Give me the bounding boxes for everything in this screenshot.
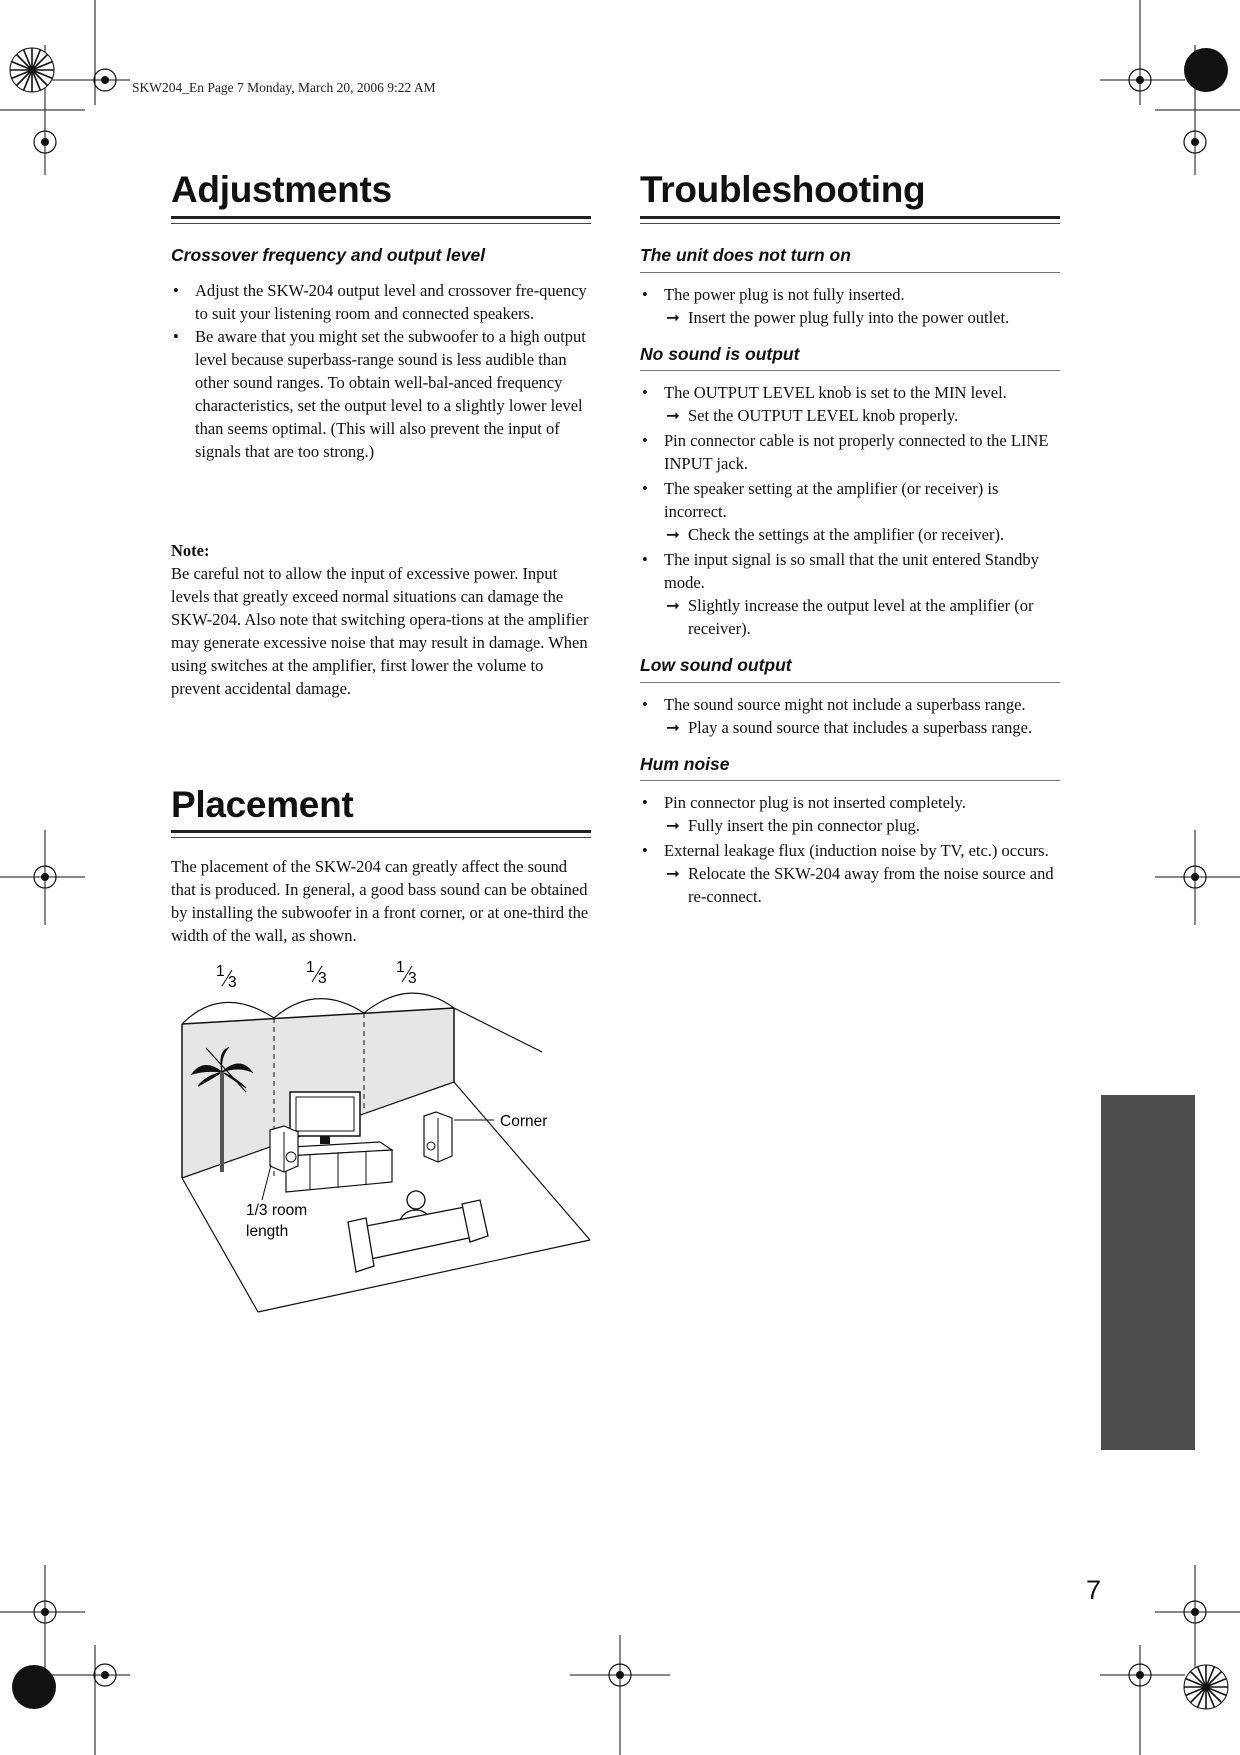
troubleshooting-list — [640, 381, 1060, 640]
troubleshooting-cause — [640, 693, 1060, 739]
adjustments-title-rule — [171, 216, 591, 219]
troubleshooting-subhead: No sound is output — [640, 343, 800, 364]
remedy-text: Play a sound source that includes a superbass range. — [688, 717, 1033, 737]
troubleshooting-remedy — [664, 523, 1060, 546]
svg-text:3: 3 — [228, 974, 237, 991]
arrow-right-icon: ➞ — [666, 717, 680, 737]
cause-text: Pin connector cable is not properly connected to the LINE INPUT jack. — [664, 431, 1049, 473]
remedy-text: Relocate the SKW-204 away from the noise source and re-connect. — [688, 864, 1054, 906]
svg-text:1: 1 — [396, 960, 405, 976]
placement-title: Placement — [171, 784, 354, 825]
svg-text:1: 1 — [216, 963, 225, 980]
arrow-right-icon: ➞ — [666, 525, 680, 544]
subhead-rule — [640, 370, 1060, 371]
troubleshooting-cause — [640, 429, 1060, 475]
svg-text:3: 3 — [408, 970, 417, 987]
troubleshooting-remedy — [664, 814, 1060, 837]
adjustments-bullet: • Be aware that you might set the subwoofer to a high output level because superbass-range sound is less audible than other sound ranges. To obtain well-bal-anced frequency characteristics, set the output level to a slightly lower level than seems optimal. (This will also prevent the input of signals that are too strong.) — [171, 325, 591, 463]
subhead-rule — [640, 780, 1060, 781]
troubleshooting-subhead: Hum noise — [640, 753, 730, 774]
remedy-text: Insert the power plug fully into the power outlet. — [688, 307, 1010, 327]
remedy-text: Set the OUTPUT LEVEL knob properly. — [688, 406, 959, 425]
note-text: Be careful not to allow the input of excessive power. Input levels that greatly exceed normal situations can damage the SKW-204. Also note that switching opera-tions at the amplifier may generate excessive noise that may result in damage. When using switches at the amplifier, first lower the volume to prevent accidental damage. — [171, 564, 589, 698]
placement-diagram — [170, 960, 600, 1320]
arrow-right-icon: ➞ — [666, 596, 680, 615]
cause-text: The power plug is not fully inserted. — [664, 284, 905, 304]
troubleshooting-remedy — [664, 862, 1060, 908]
troubleshooting-cause — [640, 548, 1060, 640]
troubleshooting-cause — [640, 283, 1060, 329]
remedy-text: Check the settings at the amplifier (or receiver). — [688, 525, 1005, 544]
section-side-tab — [1101, 1095, 1195, 1450]
cause-text: The input signal is so small that the unit entered Standby mode. — [664, 550, 1039, 592]
note-block — [171, 539, 591, 700]
placement-title-rule — [171, 830, 591, 833]
troubleshooting-list — [640, 791, 1060, 908]
remedy-text: Fully insert the pin connector plug. — [688, 816, 920, 835]
adjustments-bullet: • Adjust the SKW-204 output level and crossover fre-quency to suit your listening room and connected speakers. — [171, 279, 591, 325]
troubleshooting-section — [640, 240, 1060, 329]
troubleshooting-section — [640, 339, 1060, 641]
fraction-label — [306, 960, 327, 987]
troubleshooting-cause — [640, 839, 1060, 908]
adjustments-title: Adjustments — [171, 169, 392, 210]
troubleshooting-remedy — [664, 594, 1060, 640]
cause-text: The OUTPUT LEVEL knob is set to the MIN level. — [664, 383, 1007, 402]
adjustments-bullet-list — [171, 279, 591, 463]
troubleshooting-list — [640, 283, 1060, 329]
troubleshooting-cause — [640, 477, 1060, 546]
troubleshooting-subhead: Low sound output — [640, 655, 792, 675]
file-header: SKW204_En Page 7 Monday, March 20, 2006 9:22 AM — [132, 80, 436, 95]
troubleshooting-sections — [640, 240, 1060, 910]
arrow-right-icon: ➞ — [666, 816, 680, 835]
subhead-rule — [640, 272, 1060, 273]
corner-label: Corner — [500, 1113, 548, 1130]
arrow-right-icon: ➞ — [666, 864, 680, 883]
cause-text: The sound source might not include a superbass range. — [664, 694, 1026, 714]
troubleshooting-list — [640, 693, 1060, 739]
page-number: 7 — [1086, 1575, 1102, 1605]
fraction-label — [396, 960, 417, 987]
crossover-subhead: Crossover frequency and output level — [171, 245, 486, 265]
troubleshooting-remedy — [664, 716, 1060, 739]
arrow-right-icon: ➞ — [666, 307, 680, 327]
troubleshooting-remedy — [664, 404, 1060, 427]
subhead-rule — [640, 682, 1060, 683]
remedy-text: Slightly increase the output level at the amplifier (or receiver). — [688, 596, 1034, 638]
cause-text: Pin connector plug is not inserted completely. — [664, 793, 966, 812]
note-title: Note: — [171, 541, 210, 560]
cause-text: External leakage flux (induction noise by TV, etc.) occurs. — [664, 841, 1049, 860]
troubleshooting-title-rule — [640, 216, 1060, 219]
troubleshooting-remedy — [664, 306, 1060, 329]
troubleshooting-cause — [640, 791, 1060, 837]
room-length-label-line2: length — [246, 1223, 289, 1240]
room-length-label-line1: 1/3 room — [246, 1202, 308, 1219]
cause-text: The speaker setting at the amplifier (or receiver) is incorrect. — [664, 479, 999, 521]
troubleshooting-section — [640, 749, 1060, 909]
arrow-right-icon: ➞ — [666, 406, 680, 425]
fraction-label — [216, 963, 237, 991]
troubleshooting-subhead: The unit does not turn on — [640, 245, 851, 265]
svg-text:1: 1 — [306, 960, 315, 976]
placement-body: The placement of the SKW-204 can greatly affect the sound that is produced. In general, a good bass sound can be obtained by installing the subwoofer in a front corner, or at one-third the width of the wall, as shown. — [171, 857, 589, 945]
svg-text:3: 3 — [318, 970, 327, 987]
troubleshooting-title: Troubleshooting — [640, 169, 926, 210]
troubleshooting-cause — [640, 381, 1060, 427]
troubleshooting-section — [640, 650, 1060, 739]
